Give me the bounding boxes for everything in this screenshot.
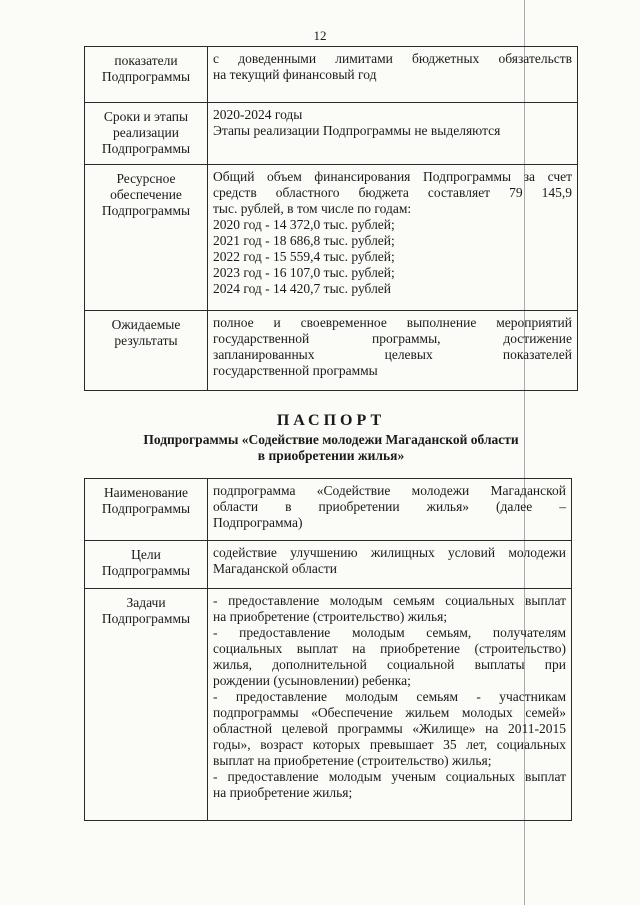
value-line: области в приобретении жилья» (далее – — [213, 499, 566, 514]
value-line: 2022 год - 15 559,4 тыс. рублей; — [213, 249, 395, 264]
label-line: Ресурсное — [116, 171, 176, 186]
table-row — [85, 479, 572, 541]
label-line: Подпрограммы — [101, 501, 191, 516]
passport-subtitle — [84, 432, 578, 464]
row-label — [85, 311, 208, 391]
row-value — [208, 541, 572, 589]
value-line: - предоставление молодым семьям социальных выплат — [213, 593, 566, 608]
row-value — [208, 47, 578, 103]
table-row — [85, 47, 578, 103]
label-line: Задачи — [126, 595, 166, 610]
value-line: на приобретение (строительство) жилья; — [213, 609, 448, 624]
value-line: - предоставление молодым ученым социальных выплат — [213, 769, 566, 784]
row-label — [85, 479, 208, 541]
value-line: государственной программы — [213, 363, 378, 378]
value-line: - предоставление молодым семьям - участникам — [213, 689, 566, 704]
row-label — [85, 47, 208, 103]
row-label — [85, 589, 208, 821]
value-line: с доведенными лимитами бюджетных обязательств — [213, 51, 572, 66]
label-line: Подпрограммы — [101, 69, 191, 84]
table-row — [85, 311, 578, 391]
value-line: областной целевой программы «Жилище» на 2011-2015 — [213, 721, 566, 736]
row-value — [208, 479, 572, 541]
row-label — [85, 541, 208, 589]
value-line: подпрограмма «Содействие молодежи Магаданской — [213, 483, 566, 498]
value-line: на приобретение жилья; — [213, 785, 353, 800]
value-line: Общий объем финансирования Подпрограммы за счет — [213, 169, 572, 184]
value-line: подпрограммы «Обеспечение жильем молодых семей» — [213, 705, 566, 720]
value-line: жилья, дополнительной социальной выплаты при — [213, 657, 566, 672]
value-line: содействие улучшению жилищных условий молодежи — [213, 545, 566, 560]
value-line: полное и своевременное выполнение мероприятий — [213, 315, 572, 330]
value-line: - предоставление молодым семьям, получателям — [213, 625, 566, 640]
value-line: Этапы реализации Подпрограммы не выделяются — [213, 123, 501, 138]
passport-table-continued — [84, 46, 578, 391]
label-line: Подпрограммы — [101, 141, 191, 156]
table-row — [85, 541, 572, 589]
value-line: 2020 год - 14 372,0 тыс. рублей; — [213, 217, 395, 232]
passport-title: ПАСПОРТ — [276, 412, 386, 429]
label-line: Ожидаемые — [111, 317, 181, 332]
value-line: тыс. рублей, в том числе по годам: — [213, 201, 412, 216]
row-label — [85, 165, 208, 311]
table-row — [85, 589, 572, 821]
subtitle-line: Подпрограммы «Содействие молодежи Магаданской области — [143, 432, 519, 447]
page-number: 12 — [313, 28, 327, 43]
value-line: 2020-2024 годы — [213, 107, 303, 122]
value-line: социальных выплат на приобретение (строительство) — [213, 641, 566, 656]
label-line: Цели — [131, 547, 161, 562]
row-value — [208, 589, 572, 821]
label-line: результаты — [114, 333, 178, 348]
table-row — [85, 103, 578, 165]
value-line: Магаданской области — [213, 561, 337, 576]
value-line: рождении (усыновлении) ребенка; — [213, 673, 411, 688]
value-line: 2023 год - 16 107,0 тыс. рублей; — [213, 265, 395, 280]
table-row — [85, 165, 578, 311]
row-label — [85, 103, 208, 165]
passport-table — [84, 478, 572, 821]
label-line: Наименование — [103, 485, 189, 500]
label-line: Подпрограммы — [101, 563, 191, 578]
label-line: обеспечение — [110, 187, 182, 202]
value-line: годы», возраст которых превышает 35 лет, социальных — [213, 737, 566, 752]
row-value — [208, 165, 578, 311]
value-line: Подпрограмма) — [213, 515, 303, 530]
value-line: выплат на приобретение (строительство) жилья; — [213, 753, 492, 768]
label-line: реализации — [113, 125, 179, 140]
row-value — [208, 311, 578, 391]
value-line: государственной программы, достижение — [213, 331, 572, 346]
value-line: на текущий финансовый год — [213, 67, 377, 82]
label-line: Сроки и этапы — [103, 109, 189, 124]
label-line: Подпрограммы — [101, 611, 191, 626]
subtitle-line: в приобретении жилья» — [257, 448, 405, 463]
value-line: средств областного бюджета составляет 79 145,9 — [213, 185, 572, 200]
value-line: запланированных целевых показателей — [213, 347, 572, 362]
value-line: 2021 год - 18 686,8 тыс. рублей; — [213, 233, 395, 248]
value-line: 2024 год - 14 420,7 тыс. рублей — [213, 281, 392, 296]
row-value — [208, 103, 578, 165]
label-line: показатели — [114, 53, 178, 68]
label-line: Подпрограммы — [101, 203, 191, 218]
